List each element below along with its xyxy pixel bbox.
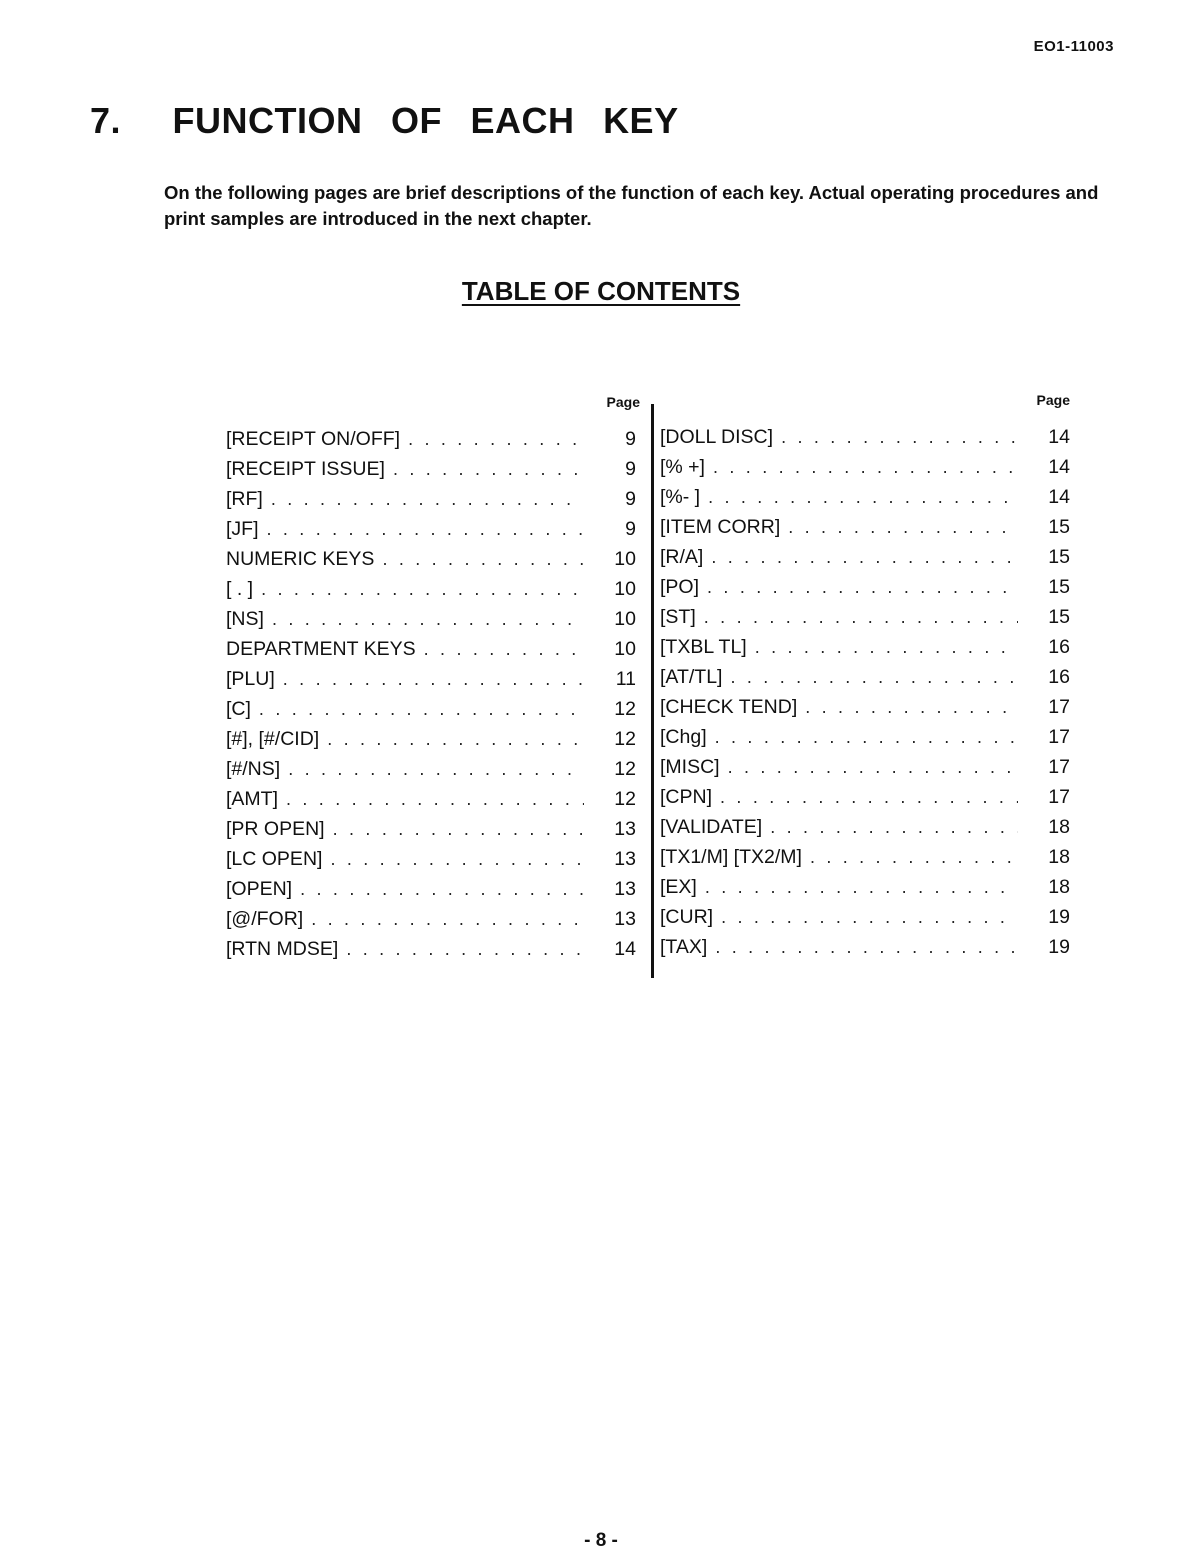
toc-entry-page: 13 <box>614 878 636 900</box>
chapter-word: OF <box>391 100 443 141</box>
toc-entry-label: [RTN MDSE] <box>226 938 339 960</box>
intro-paragraph: On the following pages are brief descriptions of the function of each key. Actual operating procedures and print samples are introduced in the next chapter. <box>164 182 1099 229</box>
toc-entry-label: [R/A] <box>660 546 704 568</box>
toc-entry-page: 18 <box>1048 816 1070 838</box>
dot-leader <box>424 639 584 660</box>
toc-entry <box>226 428 636 458</box>
toc-entry-page: 14 <box>1048 426 1070 448</box>
toc-entry <box>660 546 1070 576</box>
toc-entry-page: 17 <box>1048 756 1070 778</box>
toc-entry-page: 12 <box>614 728 636 750</box>
toc-entry-label: [OPEN] <box>226 878 293 900</box>
toc-entry <box>660 576 1070 606</box>
toc-entry-label: [RECEIPT ON/OFF] <box>226 428 401 450</box>
toc-entry-page: 9 <box>625 518 636 540</box>
document-number: EO1-11003 <box>1033 38 1114 55</box>
toc-right-column <box>660 392 1070 966</box>
toc-entry-label: [@/FOR] <box>226 908 304 930</box>
chapter-heading <box>90 100 697 142</box>
dot-leader <box>267 519 585 540</box>
toc-entry <box>226 698 636 728</box>
toc-entry <box>660 816 1070 846</box>
toc-entry <box>226 488 636 518</box>
toc-entry-page: 13 <box>614 848 636 870</box>
toc-entry-page: 17 <box>1048 786 1070 808</box>
toc-entry-label: [VALIDATE] <box>660 816 763 838</box>
toc-entry-label: [PLU] <box>226 668 275 690</box>
toc-entry-page: 12 <box>614 698 636 720</box>
page-number: - 8 - <box>584 1530 618 1551</box>
dot-leader <box>327 729 584 750</box>
toc-entry-page: 13 <box>614 818 636 840</box>
toc-entry-label: [EX] <box>660 876 697 898</box>
toc-entry <box>660 606 1070 636</box>
toc-entry <box>226 728 636 758</box>
toc-entry-page: 15 <box>1048 606 1070 628</box>
toc-entry-label: [%- ] <box>660 486 701 508</box>
page-column-header: Page <box>606 394 640 410</box>
toc-entry-page: 16 <box>1048 636 1070 658</box>
dot-leader <box>346 939 584 960</box>
toc-entry-label: [TX1/M] [TX2/M] <box>660 846 802 868</box>
toc-entry-label: [C] <box>226 698 251 720</box>
dot-leader <box>720 787 1018 808</box>
toc-entry <box>226 518 636 548</box>
toc-entry-page: 9 <box>625 458 636 480</box>
toc-entry-page: 15 <box>1048 546 1070 568</box>
dot-leader <box>704 607 1018 628</box>
toc-entry <box>660 846 1070 876</box>
toc-entry-page: 9 <box>625 488 636 510</box>
toc-entry-page: 10 <box>614 548 636 570</box>
toc-entry-label: [LC OPEN] <box>226 848 323 870</box>
dot-leader <box>707 577 1018 598</box>
dot-leader <box>261 579 584 600</box>
page-column-header: Page <box>1036 392 1070 408</box>
toc-entry <box>226 818 636 848</box>
toc-entry-page: 14 <box>1048 486 1070 508</box>
toc-entry-label: [PR OPEN] <box>226 818 325 840</box>
column-divider <box>651 404 654 978</box>
dot-leader <box>788 517 1018 538</box>
toc-entry-page: 19 <box>1048 936 1070 958</box>
toc-entry <box>226 608 636 638</box>
toc-entry-label: [CPN] <box>660 786 713 808</box>
dot-leader <box>705 877 1018 898</box>
dot-leader <box>770 817 1018 838</box>
toc-entry <box>660 666 1070 696</box>
toc-entry-label: NUMERIC KEYS <box>226 548 375 570</box>
toc-entry <box>660 906 1070 936</box>
dot-leader <box>713 457 1018 478</box>
dot-leader <box>715 727 1018 748</box>
toc-entry-page: 14 <box>614 938 636 960</box>
toc-entry <box>226 878 636 908</box>
toc-entry <box>226 458 636 488</box>
toc-entry <box>660 456 1070 486</box>
toc-entry-page: 18 <box>1048 846 1070 868</box>
toc-entry-label: [AMT] <box>226 788 278 810</box>
dot-leader <box>272 609 584 630</box>
toc-entry <box>226 668 636 698</box>
toc-entry <box>660 426 1070 456</box>
toc-entry-label: [ITEM CORR] <box>660 516 781 538</box>
dot-leader <box>283 669 584 690</box>
dot-leader <box>408 429 584 450</box>
toc-entry-label: [#], [#/CID] <box>226 728 320 750</box>
toc-entry-label: [% +] <box>660 456 705 478</box>
dot-leader <box>330 849 584 870</box>
toc-entry-label: [RF] <box>226 488 263 510</box>
toc-entry-label: [Chg] <box>660 726 707 748</box>
toc-entry-label: [MISC] <box>660 756 720 778</box>
toc-entry-page: 18 <box>1048 876 1070 898</box>
dot-leader <box>288 759 584 780</box>
toc-entry-page: 14 <box>1048 456 1070 478</box>
toc-title: TABLE OF CONTENTS <box>461 276 741 306</box>
chapter-number: 7. <box>90 100 122 141</box>
toc-entry-label: [DOLL DISC] <box>660 426 774 448</box>
toc-entry <box>660 726 1070 756</box>
toc-entry-page: 16 <box>1048 666 1070 688</box>
dot-leader <box>393 459 584 480</box>
dot-leader <box>728 757 1018 778</box>
toc-entry-page: 19 <box>1048 906 1070 928</box>
toc-entry-page: 17 <box>1048 696 1070 718</box>
dot-leader <box>730 667 1018 688</box>
toc-entry-page: 11 <box>615 668 636 690</box>
toc-entry <box>660 516 1070 546</box>
toc-entry <box>226 758 636 788</box>
toc-entry <box>660 636 1070 666</box>
toc-entry-label: [#/NS] <box>226 758 281 780</box>
toc-entry <box>660 696 1070 726</box>
dot-leader <box>711 547 1018 568</box>
chapter-word: KEY <box>603 100 679 141</box>
toc-entry <box>226 848 636 878</box>
dot-leader <box>271 489 584 510</box>
chapter-word: EACH <box>470 100 575 141</box>
toc-entry-page: 9 <box>625 428 636 450</box>
toc-entry-label: [ST] <box>660 606 696 628</box>
dot-leader <box>715 937 1018 958</box>
toc-entry-label: [PO] <box>660 576 700 598</box>
toc-entry-label: [AT/TL] <box>660 666 723 688</box>
dot-leader <box>755 637 1018 658</box>
toc-entry <box>660 756 1070 786</box>
dot-leader <box>805 697 1018 718</box>
toc-entry-page: 13 <box>614 908 636 930</box>
chapter-word: FUNCTION <box>172 100 363 141</box>
dot-leader <box>286 789 584 810</box>
toc-entry <box>226 578 636 608</box>
toc-entry-page: 15 <box>1048 516 1070 538</box>
toc-entry-label: DEPARTMENT KEYS <box>226 638 416 660</box>
toc-entry-page: 12 <box>614 758 636 780</box>
dot-leader <box>333 819 584 840</box>
toc-entry <box>226 638 636 668</box>
dot-leader <box>708 487 1018 508</box>
toc-entry <box>660 486 1070 516</box>
toc-entry-label: [NS] <box>226 608 264 630</box>
toc-entry <box>226 788 636 818</box>
toc-entry <box>660 876 1070 906</box>
dot-leader <box>259 699 584 720</box>
toc-entry-label: [CHECK TEND] <box>660 696 798 718</box>
toc-entry-page: 10 <box>614 608 636 630</box>
dot-leader <box>382 549 584 570</box>
dot-leader <box>810 847 1018 868</box>
toc-entry-label: [TXBL TL] <box>660 636 747 658</box>
dot-leader <box>781 427 1018 448</box>
toc-entry-label: [CUR] <box>660 906 714 928</box>
dot-leader <box>721 907 1018 928</box>
toc-entry-label: [ . ] <box>226 578 254 600</box>
toc-left-column <box>226 394 640 968</box>
toc-entry-page: 10 <box>614 578 636 600</box>
toc-entry <box>226 548 636 578</box>
toc-entry <box>226 938 636 968</box>
toc-entry-label: [RECEIPT ISSUE] <box>226 458 385 480</box>
toc-entry-label: [JF] <box>226 518 259 540</box>
toc-entry-page: 10 <box>614 638 636 660</box>
toc-entry <box>660 936 1070 966</box>
toc-entry <box>226 908 636 938</box>
dot-leader <box>311 909 584 930</box>
toc-entry-page: 17 <box>1048 726 1070 748</box>
toc-entry-label: [TAX] <box>660 936 708 958</box>
toc-entry-page: 12 <box>614 788 636 810</box>
toc-entry-page: 15 <box>1048 576 1070 598</box>
toc-entry <box>660 786 1070 816</box>
dot-leader <box>300 879 584 900</box>
